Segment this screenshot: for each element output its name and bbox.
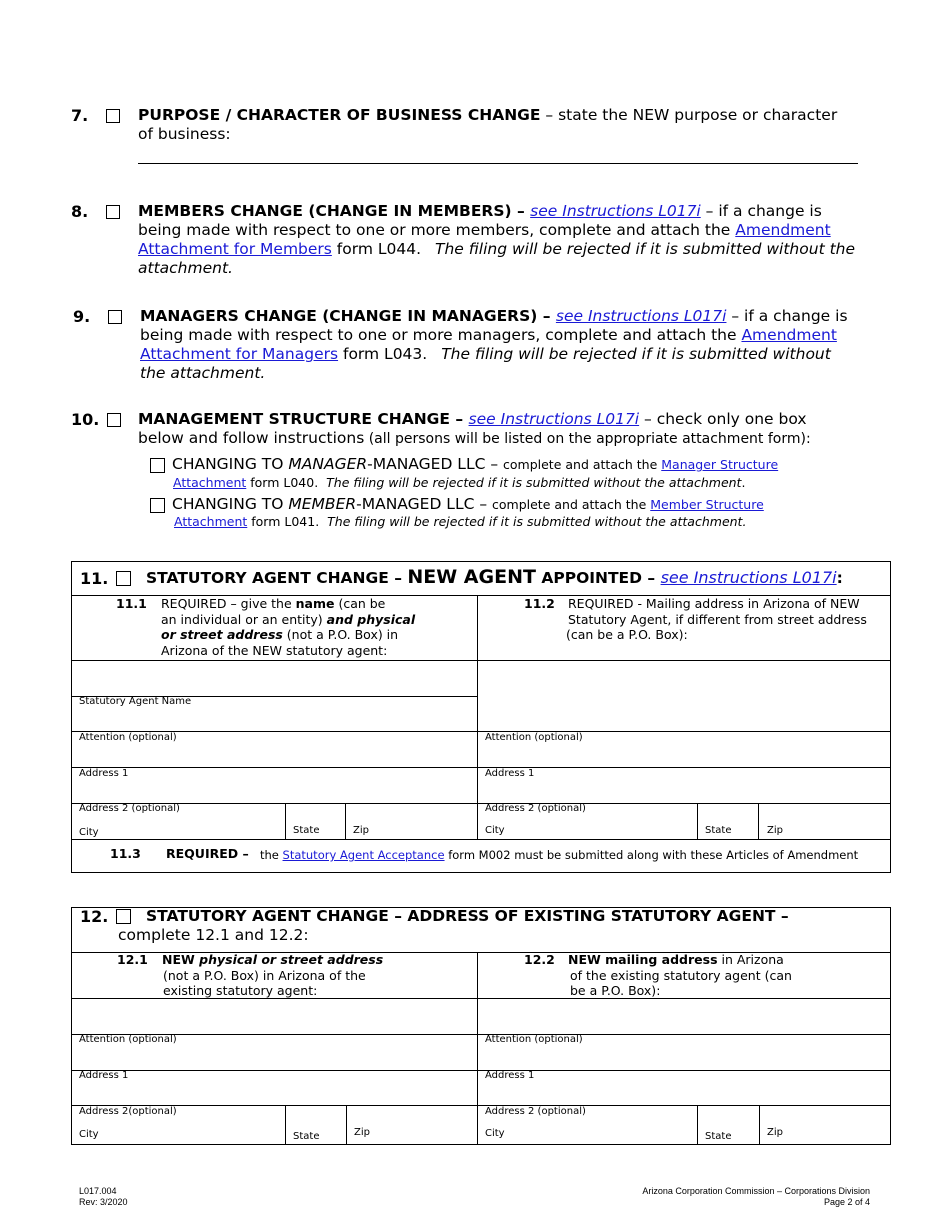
attention-label-left: Attention (optional) — [79, 732, 177, 743]
divider — [697, 803, 698, 839]
section-12-1-label: 12.1 — [117, 952, 148, 967]
section-9-checkbox[interactable] — [108, 310, 122, 324]
state-label-right: State — [705, 825, 732, 836]
zip-label-right: Zip — [767, 825, 783, 836]
divider — [345, 803, 346, 839]
address1-label-right: Address 1 — [485, 768, 535, 779]
section-11-instructions-link[interactable]: see Instructions L017i — [660, 568, 837, 587]
s12-zip-label-left: Zip — [354, 1127, 370, 1138]
section-11-checkbox[interactable] — [116, 571, 131, 586]
member-managed-checkbox[interactable] — [150, 498, 165, 513]
revision: Rev: 3/2020 — [79, 1197, 128, 1207]
section-10-line2: below and follow instructions (all persons will be listed on the appropriate attachment form): — [138, 429, 811, 447]
option-member-managed-line2: Attachment form L041. The filing will be rejected if it is submitted without the attachment. — [174, 514, 747, 529]
form-number: L017.004 — [79, 1186, 117, 1196]
section-11-3-number: 11.3 — [110, 846, 141, 861]
divider — [758, 803, 759, 839]
section-10-checkbox[interactable] — [107, 413, 121, 427]
section-11-title: STATUTORY AGENT CHANGE – NEW AGENT APPOINTED – see Instructions L017i: — [146, 566, 843, 588]
state-label-left: State — [293, 825, 320, 836]
divider — [71, 839, 891, 840]
option-manager-managed-line2: Attachment form L040. The filing will be rejected if it is submitted without the attachment. — [173, 475, 746, 490]
divider — [346, 1105, 347, 1145]
zip-label-left: Zip — [353, 825, 369, 836]
section-11-3-text: the Statutory Agent Acceptance form M002 must be submitted along with these Articles of Amendment — [260, 848, 859, 862]
section-11-number: 11. — [80, 569, 109, 588]
city-label-right: City — [485, 825, 505, 836]
section-7-answer-line[interactable] — [138, 163, 858, 164]
section-8-line4: attachment. — [138, 259, 233, 277]
divider — [71, 660, 891, 661]
agency-name: Arizona Corporation Commission – Corporations Division — [642, 1186, 870, 1196]
divider — [285, 1105, 286, 1145]
section-9-line2: being made with respect to one or more managers, complete and attach the Amendment — [140, 326, 837, 344]
section-12-checkbox[interactable] — [116, 909, 131, 924]
manager-managed-checkbox[interactable] — [150, 458, 165, 473]
section-7-checkbox[interactable] — [106, 109, 120, 123]
section-9-amendment-link[interactable]: Amendment — [741, 326, 837, 344]
section-11-1-text: REQUIRED – give the name (can be an individual or an entity) and physical or street address (not a P.O. Box) in Arizona of the NEW statutory agent: — [161, 596, 416, 658]
section-9-line1: MANAGERS CHANGE (CHANGE IN MANAGERS) – see Instructions L017i – if a change is — [140, 307, 848, 325]
option-manager-managed: CHANGING TO MANAGER-MANAGED LLC – complete and attach the Manager Structure — [172, 455, 779, 473]
section-10-line1: MANAGEMENT STRUCTURE CHANGE – see Instructions L017i – check only one box — [138, 410, 807, 428]
section-7-number: 7. — [71, 106, 89, 125]
section-8-line1: MEMBERS CHANGE (CHANGE IN MEMBERS) – see Instructions L017i – if a change is — [138, 202, 822, 220]
footer-left — [79, 1186, 128, 1208]
section-11-1-label: 11.1 — [116, 596, 147, 611]
city-label-left: City — [79, 827, 99, 838]
section-8-amendment-link[interactable]: Amendment — [735, 221, 831, 239]
divider — [71, 803, 891, 804]
section-11-2-label: 11.2 — [524, 596, 555, 611]
divider — [759, 1105, 760, 1145]
s12-state-label-left: State — [293, 1131, 320, 1142]
section-8-line3: Attachment for Members form L044. The filing will be rejected if it is submitted without the — [138, 240, 856, 258]
s12-zip-label-right: Zip — [767, 1127, 783, 1138]
divider — [71, 1070, 891, 1071]
section-12-title: STATUTORY AGENT CHANGE – ADDRESS OF EXISTING STATUTORY AGENT – — [146, 907, 789, 925]
s12-address1-label-right: Address 1 — [485, 1070, 535, 1081]
divider — [71, 767, 891, 768]
footer-right — [642, 1186, 870, 1208]
address2-label-left: Address 2 (optional) — [79, 803, 180, 814]
divider — [71, 998, 891, 999]
address2-label-right: Address 2 (optional) — [485, 803, 586, 814]
s12-city-label-right: City — [485, 1128, 505, 1139]
attention-label-right: Attention (optional) — [485, 732, 583, 743]
s12-attention-label-left: Attention (optional) — [79, 1034, 177, 1045]
divider — [285, 803, 286, 839]
section-12-2-text: NEW mailing address in Arizona of the existing statutory agent (can be a P.O. Box): — [568, 952, 792, 998]
s12-attention-label-right: Attention (optional) — [485, 1034, 583, 1045]
section-10-number: 10. — [71, 410, 100, 429]
section-9-number: 9. — [73, 307, 91, 326]
section-12-1-text: NEW physical or street address (not a P.O. Box) in Arizona of the existing statutory agent: — [162, 952, 384, 998]
divider — [477, 952, 478, 1145]
member-structure-link[interactable]: Member Structure — [650, 497, 764, 512]
section-8-instructions-link[interactable]: see Instructions L017i — [530, 202, 701, 220]
s12-address2-label-right: Address 2 (optional) — [485, 1106, 586, 1117]
section-9-instructions-link[interactable]: see Instructions L017i — [555, 307, 727, 325]
section-12-subtitle: complete 12.1 and 12.2: — [118, 926, 309, 944]
section-9-line4: the attachment. — [140, 364, 266, 382]
section-11-3-required: REQUIRED – — [166, 846, 249, 861]
address1-label-left: Address 1 — [79, 768, 129, 779]
section-10-instructions-link[interactable]: see Instructions L017i — [468, 410, 640, 428]
manager-structure-link[interactable]: Manager Structure — [661, 457, 779, 472]
s12-address1-label-left: Address 1 — [79, 1070, 129, 1081]
divider — [71, 731, 891, 732]
section-8-attachment-link[interactable]: Attachment for Members — [138, 240, 332, 258]
s12-address2-label-left: Address 2(optional) — [79, 1106, 177, 1117]
section-8-number: 8. — [71, 202, 89, 221]
s12-city-label-left: City — [79, 1129, 99, 1140]
s12-state-label-right: State — [705, 1131, 732, 1142]
section-9-attachment-link[interactable]: Attachment for Managers — [140, 345, 339, 363]
section-8-checkbox[interactable] — [106, 205, 120, 219]
agent-name-label: Statutory Agent Name — [79, 696, 192, 707]
section-7-title-line: PURPOSE / CHARACTER OF BUSINESS CHANGE – state the NEW purpose or character — [138, 106, 838, 124]
option-member-managed: CHANGING TO MEMBER-MANAGED LLC – complete and attach the Member Structure — [172, 495, 764, 513]
section-8-line2: being made with respect to one or more members, complete and attach the Amendment — [138, 221, 831, 239]
section-9-line3: Attachment for Managers form L043. The filing will be rejected if it is submitted without — [140, 345, 831, 363]
section-7-title: PURPOSE / CHARACTER OF BUSINESS CHANGE — [138, 106, 541, 124]
divider — [71, 1105, 891, 1106]
page-number: Page 2 of 4 — [823, 1197, 870, 1207]
member-structure-attachment-link[interactable]: Attachment — [174, 514, 248, 529]
divider — [697, 1105, 698, 1145]
section-7-line2: of business: — [138, 125, 231, 143]
divider — [71, 1034, 891, 1035]
section-12-number: 12. — [80, 907, 109, 926]
agent-acceptance-link[interactable]: Statutory Agent Acceptance — [282, 848, 445, 862]
manager-structure-attachment-link[interactable]: Attachment — [173, 475, 247, 490]
section-12-2-label: 12.2 — [524, 952, 555, 967]
section-11-2-text: REQUIRED - Mailing address in Arizona of NEW Statutory Agent, if different from street address (can be a P.O. Box): — [566, 596, 867, 642]
